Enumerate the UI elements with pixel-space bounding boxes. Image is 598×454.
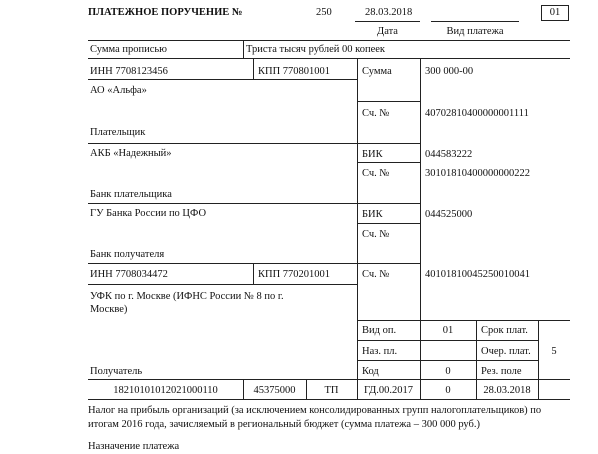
form-title: ПЛАТЕЖНОЕ ПОРУЧЕНИЕ № xyxy=(88,7,243,18)
recipient-bik-value: 044525000 xyxy=(425,209,473,220)
recipient-kpp: КПП 770201001 xyxy=(258,269,331,280)
amount-words-value: Триста тысяч рублей 00 копеек xyxy=(246,44,386,55)
oktmo-value: 45375000 xyxy=(253,385,296,396)
payer-label: Плательщик xyxy=(90,127,146,138)
payer-bik-value: 044583222 xyxy=(425,149,473,160)
recipient-bank-acc-label: Сч. № xyxy=(362,229,390,240)
payer-bank-acc-label: Сч. № xyxy=(362,168,390,179)
form-code: 01 xyxy=(549,7,561,18)
srok-label: Срок плат. xyxy=(481,325,528,336)
vid-op-label: Вид оп. xyxy=(362,325,397,336)
kod-label: Код xyxy=(362,366,379,377)
recipient-acc-value: 40101810045250010041 xyxy=(425,269,530,280)
ocher-value: 5 xyxy=(551,346,557,357)
date-label: Дата xyxy=(377,26,398,37)
recipient-bank-label: Банк получателя xyxy=(90,249,165,260)
payer-account-label: Сч. № xyxy=(362,108,390,119)
vid-op-value: 01 xyxy=(442,325,454,336)
doc-number-value: 0 xyxy=(445,385,451,396)
kbk-value: 18210101012021000110 xyxy=(113,385,218,396)
recipient-label: Получатель xyxy=(90,366,143,377)
payer-inn: ИНН 7708123456 xyxy=(90,66,168,77)
payment-type-label: Вид платежа xyxy=(446,26,504,37)
payer-kpp: КПП 770801001 xyxy=(258,66,331,77)
payer-bank-label: Банк плательщика xyxy=(90,189,172,200)
amount-value: 300 000-00 xyxy=(425,66,474,77)
order-number: 250 xyxy=(316,7,332,18)
amount-words-label: Сумма прописью xyxy=(90,44,168,55)
recipient-acc-label: Сч. № xyxy=(362,269,390,280)
doc-date-value: 28.03.2018 xyxy=(483,385,531,396)
period-value: ГД.00.2017 xyxy=(363,385,414,396)
payer-account-value: 40702810400000001111 xyxy=(425,108,529,119)
payment-purpose-text: Налог на прибыль организаций (за исключением консолидированных групп налогоплательщиков) по итогам 2016 года, зачисляемый в региональный бюджет (сумма платежа – 300 000 руб.) xyxy=(88,405,542,430)
order-date: 28.03.2018 xyxy=(365,7,413,18)
naz-pl-label: Наз. пл. xyxy=(362,346,398,357)
kod-value: 0 xyxy=(445,366,451,377)
payer-bank-acc-value: 30101810400000000222 xyxy=(425,168,530,179)
recipient-bik-label: БИК xyxy=(362,209,383,220)
payer-bik-label: БИК xyxy=(362,149,383,160)
payer-bank-name: АКБ «Надежный» xyxy=(90,148,172,159)
basis-value: ТП xyxy=(324,385,339,396)
form-code-box xyxy=(541,5,569,21)
recipient-name: УФК по г. Москве (ИФНС России № 8 по г. Москве) xyxy=(90,291,284,315)
amount-label: Сумма xyxy=(362,66,392,77)
recipient-bank-name: ГУ Банка России по ЦФО xyxy=(90,208,207,219)
ocher-label: Очер. плат. xyxy=(481,346,531,357)
recipient-inn: ИНН 7708034472 xyxy=(90,269,168,280)
payer-name: АО «Альфа» xyxy=(90,85,147,96)
payment-purpose-label: Назначение платежа xyxy=(88,441,180,452)
res-label: Рез. поле xyxy=(481,366,522,377)
